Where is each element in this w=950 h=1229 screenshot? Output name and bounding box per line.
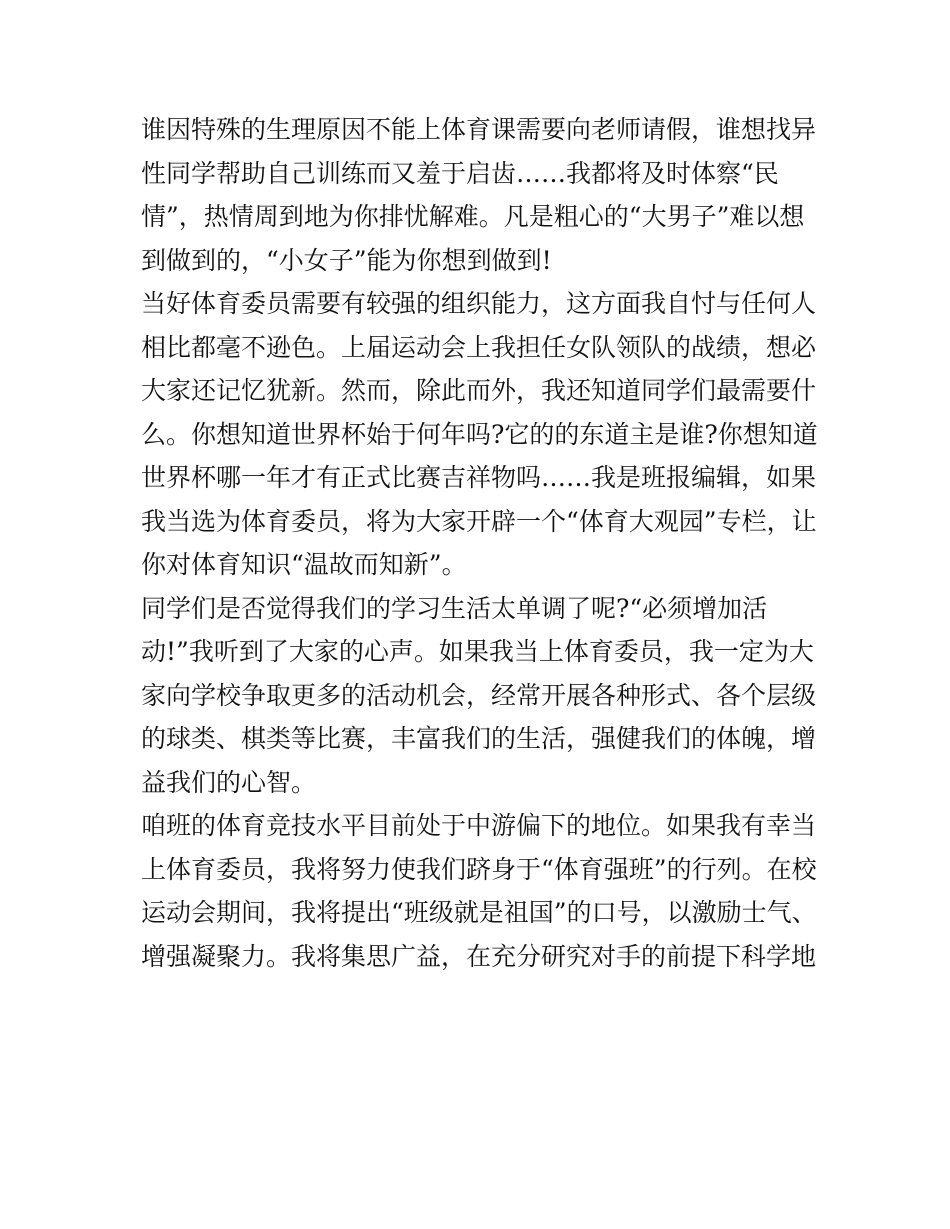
text-line: 动!”我听到了大家的心声。如果我当上体育委员，我一定为大 [141,637,814,666]
text-line: 同学们是否觉得我们的学习生活太单调了呢?“必须增加活 [141,593,768,623]
text-line: 性同学帮助自己训练而又羞于启齿……我都将及时体察“民 [141,158,779,188]
text-line: 益我们的心智。 [141,767,317,797]
text-line: 当好体育委员需要有较强的组织能力，这方面我自忖与任何人 [141,289,817,318]
text-line: 情”，热情周到地为你排忧解难。凡是粗心的“大男子”难以想 [141,202,805,231]
text-line: 咱班的体育竞技水平目前处于中游偏下的地位。如果我有幸当 [141,811,817,840]
text-line: 家向学校争取更多的活动机会，经常开展各种形式、各个层级 [141,680,817,710]
text-line: 的球类、棋类等比赛，丰富我们的生活，强健我们的体魄，增 [141,724,817,753]
text-line: 大家还记忆犹新。然而，除此而外，我还知道同学们最需要什 [141,376,817,405]
text-line: 谁因特殊的生理原因不能上体育课需要向老师请假，谁想找异 [141,115,817,144]
text-line: 我当选为体育委员，将为大家开辟一个“体育大观园”专栏，让 [141,506,817,536]
document-body [141,108,821,978]
text-line: 上体育委员，我将努力使我们跻身于“体育强班”的行列。在校 [141,854,817,884]
text-line: 你对体育知识“温故而知新”。 [141,550,467,579]
text-line: 相比都毫不逊色。上届运动会上我担任女队领队的战绩，想必 [141,332,817,362]
text-line: 运动会期间，我将提出“班级就是祖国”的口号，以激励士气、 [141,898,817,927]
text-line: 增强凝聚力。我将集思广益，在充分研究对手的前提下科学地 [141,941,817,971]
text-line: 么。你想知道世界杯始于何年吗?它的的东道主是谁?你想知道 [141,419,818,449]
text-line: 到做到的，“小女子”能为你想到做到! [141,245,552,275]
text-line: 世界杯哪一年才有正式比赛吉祥物吗……我是班报编辑，如果 [141,463,817,492]
